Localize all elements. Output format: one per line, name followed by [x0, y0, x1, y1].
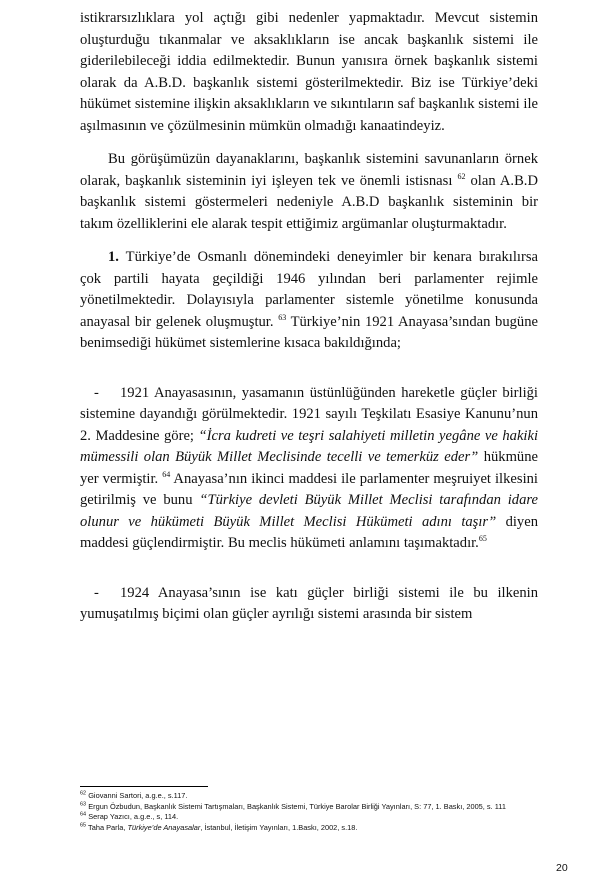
paragraph-1: istikrarsızlıklara yol açtığı gibi nedenler yapmaktadır. Mevcut sistemin oluşturduğu tıkanmalar ve aksaklıkların ise ancak başkanlık sistemi ile giderilebileceği iddia edilmektedir. Bunun yanısıra örnek başkanlık sistemi olarak da A.B.D. başkanlık sistemi gösterilmektedir. Biz ise Türkiye’deki hükümet sistemine ilişkin aksaklıkların ve sıkıntıların saf başkanlık sistemi ile aşılmasının ve çözülmesinin mümkün olmadığı kanaatindeyiz.: [80, 10, 538, 134]
footnote-62: [80, 791, 540, 802]
bullet-item-1921: [80, 383, 538, 555]
footnote-text: Ergun Özbudun, Başkanlık Sistemi Tartışmaları, Başkanlık Sistemi, Türkiye Barolar Birliği Yayınları, S: 77, 1. Baskı, 2005, s. 111: [88, 801, 506, 811]
footnote-text: Giovanni Sartori, a.g.e., s.117.: [88, 791, 188, 800]
list-number: 1.: [108, 249, 119, 265]
quote-government: “Türkiye devleti Büyük Millet Meclisi tarafından idare olunur ve hükümeti Büyük Millet Meclisi Hükümeti adını taşır”: [80, 492, 538, 530]
paragraph-3: [80, 247, 538, 355]
footnote-book-title: Türkiye’de Anayasalar: [127, 822, 201, 832]
bullet-2-text: 1924 Anayasa’sının ise katı güçler birliği sistemi ile bu ilkenin yumuşatılmış biçimi olan güçler ayrılığı sistemi arasında bir sistem: [80, 584, 538, 622]
footnote-number: 65: [80, 822, 87, 829]
footnote-text: Serap Yazıcı, a.g.e., s, 114.: [88, 812, 179, 821]
footnote-number: 64: [80, 811, 87, 818]
paragraph-2: [80, 149, 538, 235]
footnote-text: Taha Parla,: [88, 822, 128, 832]
footnote-65: [80, 823, 540, 834]
bullet-dash: -: [94, 384, 99, 401]
footnote-text: , İstanbul, İletişim Yayınları, 1.Baskı, 2002, s.18.: [200, 822, 358, 832]
footnote-ref-63[interactable]: 63: [278, 312, 287, 322]
footnote-63: [80, 802, 540, 813]
bullet-1-text-d: diyen maddesi güçlendirmiştir. Bu meclis hükümeti anlamını taşımaktadır.: [80, 513, 538, 551]
paragraph-3-text-b: Türkiye’nin 1921 Anayasa’sından bugüne benimsediği hükümet sistemlerine kısaca bakıldığında;: [80, 313, 539, 351]
footnote-64: [80, 812, 540, 823]
bullet-1-text-a: 1921 Anayasasının, yasamanın üstünlüğünden hareketle güçler birliği sistemine dayandığı görülmektedir. 1921 sayılı Teşkilatı Esasiye Kanunu’nun 2. Maddesine göre;: [80, 384, 538, 444]
footnote-separator: [80, 786, 208, 787]
footnote-ref-62[interactable]: 62: [457, 171, 466, 181]
bullet-dash-2: -: [94, 584, 99, 601]
footnote-ref-64[interactable]: 64: [162, 469, 171, 479]
page-body: [80, 8, 538, 626]
quote-article-2: “İcra kudreti ve teşri salahiyeti milletin yegâne ve hakiki mümessili olan Büyük Millet Meclisinde tecelli ve temerküz eder”: [80, 427, 539, 465]
footnote-ref-65[interactable]: 65: [478, 534, 487, 544]
paragraph-3-text-a: Türkiye’de Osmanlı dönemindeki deneyimler bir kenara bırakılırsa çok partili hayata geçildiği 1946 yılından beri parlamenter rejimle yönetilmektedir. Dolayısıyla parlamenter sistemle yönetilme konusunda anayasal bir gelenek oluşmuştur.: [80, 249, 538, 330]
footnote-number: 62: [80, 790, 87, 797]
bullet-item-1924: [80, 583, 538, 626]
footnote-number: 63: [80, 801, 87, 808]
footnotes: [80, 791, 540, 833]
paragraph-2-text-b: olan A.B.D başkanlık sistemi göstermeleri nedeniyle A.B.D başkanlık sisteminin bir takım özelliklerini ele alarak tespit ettiğimiz argümanlar oluşturmaktadır.: [80, 172, 538, 232]
bullet-1-text-b: hükmüne yer vermiştir.: [80, 449, 539, 487]
bullet-1-text-c: Anayasa’nın ikinci maddesi ile parlamenter meşruiyet ilkesini getirilmiş ve bunu: [80, 470, 538, 508]
paragraph-2-text-a: Bu görüşümüzün dayanaklarını, başkanlık sistemini savunanların örnek olarak, başkanlık sisteminin iyi işleyen tek ve önemli istisnası: [80, 151, 538, 189]
page-number: 20: [556, 862, 568, 874]
